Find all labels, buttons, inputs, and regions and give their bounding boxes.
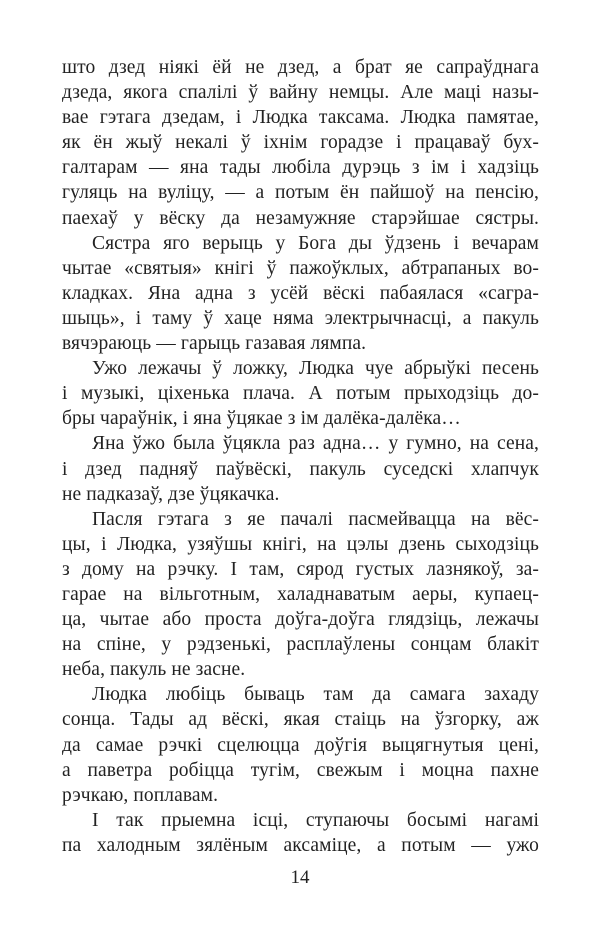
text-line: І так прыемна ісці, ступаючы босымі нагамі: [92, 809, 539, 831]
text-line: ца, чытае або проста доўга-доўга глядзіць, лежачы: [62, 609, 539, 631]
text-line: цы, і Людка, узяўшы кнігі, на цэлы дзень сыходзіць: [62, 533, 539, 555]
text-line: а паветра робіцца тугім, свежым і моцна пахне: [62, 759, 539, 781]
text-line: паехаў у вёску да незамужняе старэйшае сястры.: [62, 207, 539, 229]
text-line: Ужо лежачы ў ложку, Людка чуе абрыўкі песень: [92, 358, 539, 380]
text-line: як ён жыў некалі ў іхнім горадзе і працаваў бух-: [62, 132, 539, 154]
text-line: Яна ўжо была ўцякла раз адна… у гумно, на сена,: [92, 433, 539, 455]
text-line: не падказаў, дзе ўцякачка.: [62, 483, 280, 505]
text-line: чытае «святыя» кнігі ў пажоўклых, абтрапаных во-: [62, 257, 539, 279]
text-line: на спіне, у рэдзенькі, расплаўлены сонцам блакіт: [62, 634, 539, 656]
text-line: і дзед падняў паўвёскі, пакуль суседскі хлапчук: [62, 458, 539, 480]
text-line: да самае рэчкі сцелюцца доўгія выцягнутыя цені,: [62, 734, 539, 756]
text-line: Сястра яго верыць у Бога ды ўдзень і вечарам: [92, 232, 539, 254]
text-line: сонца. Тады ад вёскі, якая стаіць на ўзгорку, аж: [62, 709, 539, 731]
text-line: кладках. Яна адна з усёй вёскі пабаялася «сагра-: [62, 282, 539, 304]
paragraph: [62, 356, 539, 431]
text-line: неба, пакуль не засне.: [62, 659, 246, 681]
text-line: рэчкаю, поплавам.: [62, 784, 219, 806]
paragraph: [62, 808, 539, 858]
text-block: [62, 55, 539, 858]
text-line: па халодным зялёным аксаміце, а потым — ужо: [62, 834, 539, 856]
text-line: гуляць на вуліцу, — а потым ён пайшоў на пенсію,: [62, 182, 539, 204]
paragraph: [62, 231, 539, 356]
text-line: гарае на вільготным, халаднаватым аеры, купаец-: [62, 583, 539, 605]
text-line: Пасля гэтага з яе пачалі пасмейвацца на вёс-: [92, 508, 539, 530]
text-line: і музыкі, ціхенька плача. А потым прыходзіць до-: [62, 383, 539, 405]
text-line: вячэраюць — гарыць газавая лямпа.: [62, 333, 367, 355]
text-line: што дзед ніякі ёй не дзед, а брат яе сапраўднага: [62, 57, 539, 78]
paragraph: [62, 55, 539, 231]
paragraph: [62, 682, 539, 807]
text-line: дзеда, якога спалілі ў вайну немцы. Але маці назы-: [62, 82, 539, 104]
text-line: галтарам — яна тады любіла дурэць з ім і хадзіць: [62, 157, 539, 179]
text-line: вае гэтага дзедам, і Людка таксама. Людка памятае,: [62, 107, 539, 129]
text-line: з дому на рэчку. І там, сярод густых лазнякоў, за-: [62, 558, 539, 580]
text-line: бры чараўнік, і яна ўцякае з ім далёка-далёка…: [62, 408, 461, 430]
text-line: шыць», і таму ў хаце няма электрычнасці, а пакуль: [62, 307, 539, 329]
page-number: 14: [290, 867, 310, 888]
text-line: Людка любіць бываць там да самага захаду: [92, 684, 539, 706]
paragraph: [62, 431, 539, 506]
paragraph: [62, 507, 539, 683]
